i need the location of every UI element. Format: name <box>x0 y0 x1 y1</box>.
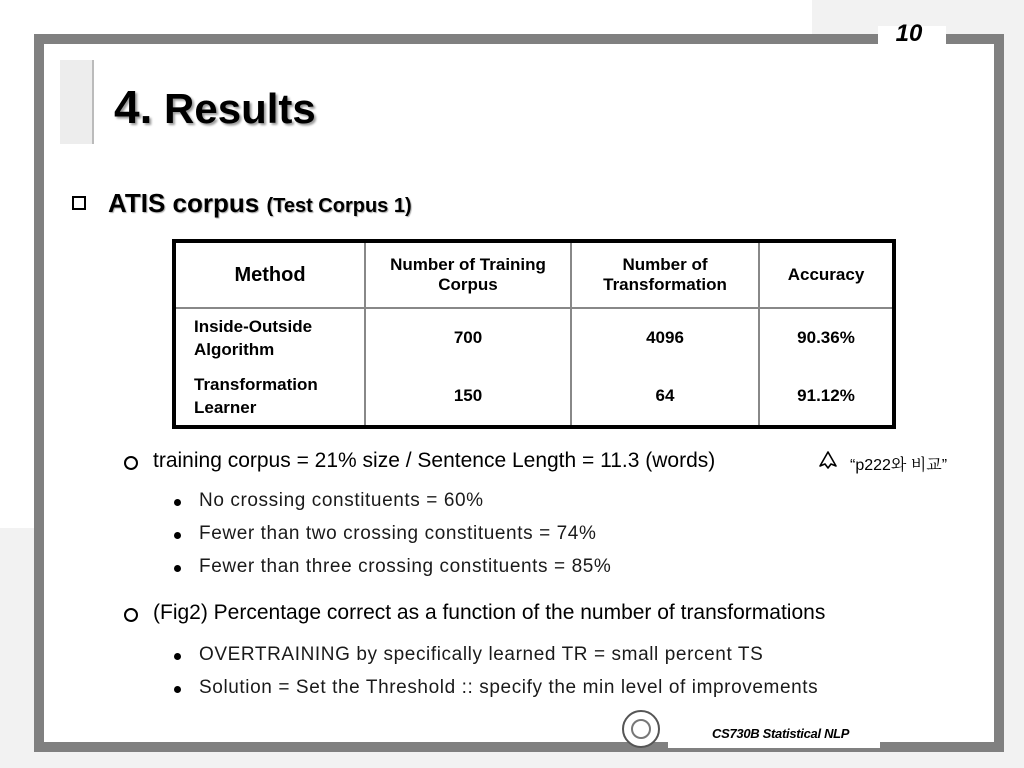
table-header-cell: Method <box>176 243 364 309</box>
seal-inner-ring <box>631 719 651 739</box>
table-row <box>176 309 892 367</box>
table-cell: 4096 <box>570 309 758 367</box>
page-number: 10 <box>895 20 923 47</box>
subpoint-text: Fewer than two crossing constituents = 74% <box>199 523 597 544</box>
point-text: (Fig2) Percentage correct as a function of the number of transformations <box>153 601 826 624</box>
table-header-cell: Number of Transformation <box>570 243 758 309</box>
table-header-cell: Accuracy <box>758 243 892 309</box>
heading-sub: (Test Corpus 1) <box>266 195 412 217</box>
filled-circle-bullet-icon <box>174 532 181 539</box>
hollow-circle-bullet-icon <box>124 456 138 470</box>
filled-circle-bullet-icon <box>174 565 181 572</box>
section-heading <box>108 188 412 219</box>
hollow-circle-bullet-icon <box>124 608 138 622</box>
table-cell: 64 <box>570 367 758 425</box>
title-number: 4. <box>114 81 153 133</box>
university-seal-logo <box>622 710 660 748</box>
results-table <box>172 239 896 429</box>
table-cell: Inside-Outside Algorithm <box>194 317 313 359</box>
filled-circle-bullet-icon <box>174 686 181 693</box>
footer-text: CS730B Statistical NLP <box>712 726 850 741</box>
table-cell: 150 <box>364 367 570 425</box>
subpoint-text: No crossing constituents = 60% <box>199 490 484 511</box>
mouse-cursor-icon <box>818 450 838 475</box>
subpoint-text: OVERTRAINING by specifically learned TR = small percent TS <box>199 644 764 665</box>
title-text: Results <box>164 85 316 132</box>
table-cell: 700 <box>364 309 570 367</box>
table-cell: 91.12% <box>758 367 892 425</box>
hollow-square-bullet-icon <box>72 196 86 210</box>
heading-main: ATIS corpus <box>108 188 260 218</box>
filled-circle-bullet-icon <box>174 653 181 660</box>
table-header-cell: Number of Training Corpus <box>364 243 570 309</box>
subpoint-text: Solution = Set the Threshold :: specify the min level of improvements <box>199 677 819 698</box>
point-text: training corpus = 21% size / Sentence Length = 11.3 (words) <box>153 449 716 472</box>
page-title <box>114 80 316 134</box>
table-cell: Transformation Learner <box>194 375 318 417</box>
title-accent-bar <box>60 60 94 144</box>
table-row <box>176 367 892 425</box>
subpoint-text: Fewer than three crossing constituents = 85% <box>199 556 612 577</box>
filled-circle-bullet-icon <box>174 499 181 506</box>
table-cell: 90.36% <box>758 309 892 367</box>
table-header-row <box>176 243 892 309</box>
point-note: “p222와 비교” <box>850 457 948 474</box>
